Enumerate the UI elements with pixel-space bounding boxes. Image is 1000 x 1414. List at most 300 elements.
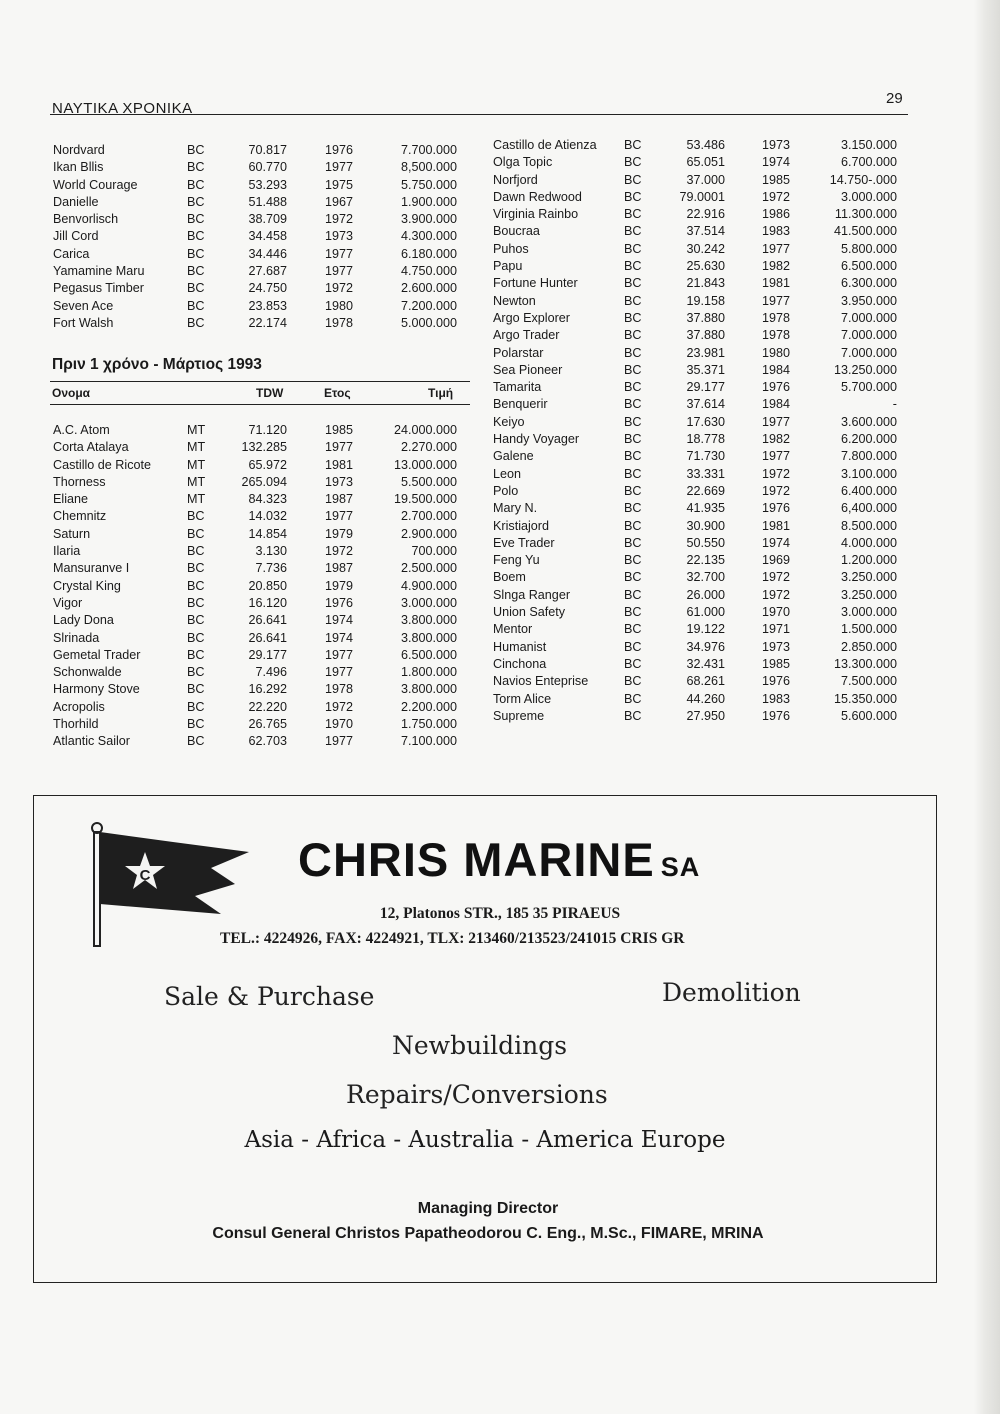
cell-tdw: 34.458 [248, 229, 287, 244]
table-row [53, 682, 463, 699]
cell-name: Carica [53, 246, 90, 261]
cell-name: Ilaria [53, 544, 81, 559]
cell-price: 2.600.000 [400, 281, 457, 296]
cell-name: Lady Dona [53, 613, 114, 628]
cell-name: Nordvard [53, 143, 105, 157]
cell-tdw: 26.000 [686, 587, 725, 602]
cell-type: BC [187, 699, 205, 714]
cell-type: BC [624, 708, 642, 723]
cell-year: 1977 [762, 293, 791, 308]
table-row [53, 281, 463, 298]
cell-type: BC [187, 315, 205, 330]
cell-price: 3.000.000 [840, 189, 897, 204]
header-rule-top [50, 381, 470, 382]
service-sale-purchase: Sale & Purchase [164, 982, 375, 1011]
cell-price: 3.900.000 [400, 212, 457, 227]
cell-type: BC [624, 449, 642, 464]
cell-year: 1980 [325, 298, 354, 313]
cell-name: Jill Cord [53, 229, 99, 244]
cell-type: BC [187, 160, 205, 175]
table-row [493, 449, 903, 466]
table-row [493, 692, 903, 709]
cell-type: BC [624, 570, 642, 585]
table-row [493, 553, 903, 570]
cell-price: 6.400.000 [840, 483, 897, 498]
cell-name: Puhos [493, 241, 529, 256]
cell-name: Vigor [53, 595, 83, 610]
cell-name: Dawn Redwood [493, 189, 582, 204]
cell-price: 4.900.000 [400, 578, 457, 593]
managing-director-label: Managing Director [417, 1200, 559, 1217]
table-row [493, 138, 903, 155]
cell-type: BC [624, 241, 642, 256]
cell-type: BC [624, 674, 642, 689]
cell-tdw: 7.496 [255, 665, 287, 680]
service-regions: Asia - Africa - Australia - America Europe [244, 1127, 726, 1153]
cell-tdw: 26.641 [248, 630, 287, 645]
table-row [53, 143, 463, 160]
service-repairs: Repairs/Conversions [346, 1080, 608, 1109]
cell-tdw: 7.736 [255, 561, 287, 576]
cell-year: 1981 [762, 276, 791, 291]
table-row [493, 674, 903, 691]
cell-tdw: 34.976 [686, 639, 725, 654]
cell-year: 1978 [762, 328, 791, 343]
cell-tdw: 3.130 [255, 544, 287, 559]
cell-year: 1974 [325, 613, 354, 628]
cell-type: MT [187, 474, 206, 489]
cell-price: 3.150.000 [840, 138, 897, 152]
cell-type: BC [624, 155, 642, 170]
cell-name: Saturn [53, 526, 91, 541]
cell-tdw: 37.514 [686, 224, 725, 239]
cell-type: BC [187, 630, 205, 645]
table-row [493, 380, 903, 397]
table-row [493, 467, 903, 484]
table-row [493, 311, 903, 328]
table-row [53, 665, 463, 682]
cell-name: Acropolis [53, 699, 105, 714]
cell-tdw: 265.094 [241, 474, 287, 489]
cell-price: 2.900.000 [400, 526, 457, 541]
cell-tdw: 23.853 [248, 298, 287, 313]
table-row [493, 501, 903, 518]
cell-year: 1970 [325, 717, 354, 732]
cell-year: 1974 [762, 155, 791, 170]
cell-price: 2.200.000 [400, 699, 457, 714]
col-price-header: Τιμή [428, 386, 454, 400]
cell-price: 3.100.000 [840, 466, 897, 481]
cell-tdw: 24.750 [248, 281, 287, 296]
cell-type: BC [187, 578, 205, 593]
cell-type: BC [624, 259, 642, 274]
cell-price: 3.800.000 [400, 613, 457, 628]
cell-year: 1977 [325, 264, 354, 279]
cell-tdw: 70.817 [248, 143, 287, 157]
cell-name: Schonwalde [53, 665, 122, 680]
cell-type: BC [187, 264, 205, 279]
cell-tdw: 65.051 [686, 155, 725, 170]
cell-year: 1967 [325, 194, 354, 209]
brand-suffix: SA [660, 852, 701, 882]
cell-year: 1972 [762, 570, 791, 585]
running-head: ΝΑΥΤΙΚΑ ΧΡΟΝΙΚΑ [52, 100, 193, 117]
table-row [53, 299, 463, 316]
cell-name: Mansuranve I [53, 561, 130, 576]
cell-name: Harmony Stove [53, 682, 140, 697]
cell-tdw: 62.703 [248, 734, 287, 749]
cell-year: 1973 [762, 138, 791, 152]
cell-type: BC [187, 595, 205, 610]
table-row [493, 605, 903, 622]
cell-name: Tamarita [493, 380, 542, 395]
cell-tdw: 53.293 [248, 177, 287, 192]
cell-type: BC [187, 682, 205, 697]
table-row [53, 700, 463, 717]
cell-name: Yamamine Maru [53, 264, 145, 279]
flag-letter: C [139, 867, 151, 884]
cell-year: 1985 [762, 656, 791, 671]
cell-year: 1976 [762, 501, 791, 516]
cell-name: Sea Pioneer [493, 362, 563, 377]
cell-year: 1976 [762, 708, 791, 723]
cell-year: 1976 [325, 143, 354, 157]
cell-price: 4.750.000 [400, 264, 457, 279]
header-rule-bottom [50, 404, 470, 405]
table-row [53, 544, 463, 561]
cell-name: Mary N. [493, 501, 538, 516]
cell-name: Ikan Bllis [53, 160, 104, 175]
cell-name: Castillo de Atienza [493, 138, 597, 152]
cell-name: Chemnitz [53, 509, 107, 524]
cell-year: 1981 [325, 457, 354, 472]
col-name-header: Ονομα [52, 386, 91, 400]
cell-price: 8.500.000 [840, 518, 897, 533]
cell-type: BC [624, 656, 642, 671]
cell-type: BC [624, 483, 642, 498]
cell-year: 1978 [325, 315, 354, 330]
cell-year: 1972 [762, 587, 791, 602]
cell-type: BC [624, 587, 642, 602]
cell-tdw: 37.000 [686, 172, 725, 187]
cell-price: 6.500.000 [840, 259, 897, 274]
cell-year: 1979 [325, 526, 354, 541]
cell-year: 1985 [325, 423, 354, 437]
cell-name: Torm Alice [493, 691, 552, 706]
cell-type: BC [187, 544, 205, 559]
cell-price: 6.300.000 [840, 276, 897, 291]
table-row [53, 440, 463, 457]
cell-name: World Courage [53, 177, 138, 192]
cell-year: 1976 [762, 380, 791, 395]
flag-logo-icon [85, 818, 255, 948]
cell-tdw: 65.972 [248, 457, 287, 472]
cell-type: BC [624, 432, 642, 447]
cell-name: Atlantic Sailor [53, 734, 130, 749]
cell-type: BC [624, 518, 642, 533]
cell-name: Thorness [53, 474, 106, 489]
cell-type: BC [624, 138, 642, 152]
cell-price: 1.500.000 [840, 622, 897, 637]
cell-type: BC [624, 501, 642, 516]
cell-name: Argo Explorer [493, 310, 570, 325]
cell-tdw: 79.0001 [679, 189, 725, 204]
cell-tdw: 35.371 [686, 362, 725, 377]
cell-type: MT [187, 440, 206, 455]
cell-year: 1974 [762, 535, 791, 550]
cell-name: Benquerir [493, 397, 548, 412]
cell-name: Corta Atalaya [53, 440, 129, 455]
cell-tdw: 32.431 [686, 656, 725, 671]
table-row [53, 579, 463, 596]
cell-price: 3.600.000 [840, 414, 897, 429]
cell-name: Boucraa [493, 224, 540, 239]
table-row [53, 613, 463, 630]
table-row [53, 316, 463, 333]
table-row [53, 264, 463, 281]
cell-tdw: 22.669 [686, 483, 725, 498]
cell-year: 1973 [325, 229, 354, 244]
cell-tdw: 50.550 [686, 535, 725, 550]
cell-year: 1982 [762, 432, 791, 447]
cell-year: 1978 [325, 682, 354, 697]
cell-year: 1974 [325, 630, 354, 645]
cell-name: Newton [493, 293, 536, 308]
cell-name: Slrinada [53, 630, 100, 645]
cell-tdw: 37.880 [686, 310, 725, 325]
cell-price: 7.200.000 [400, 298, 457, 313]
cell-year: 1982 [762, 259, 791, 274]
cell-tdw: 20.850 [248, 578, 287, 593]
cell-price: 19.500.000 [393, 492, 457, 507]
cell-price: 3.000.000 [840, 605, 897, 620]
cell-price: 7.700.000 [400, 143, 457, 157]
cell-name: Argo Trader [493, 328, 560, 343]
cell-name: Eliane [53, 492, 89, 507]
cell-tdw: 14.032 [248, 509, 287, 524]
cell-name: Humanist [493, 639, 547, 654]
table-row [493, 397, 903, 414]
cell-tdw: 33.331 [686, 466, 725, 481]
ship-table-right [493, 138, 903, 726]
table-row [53, 648, 463, 665]
cell-price: 5.000.000 [400, 315, 457, 330]
cell-price: 6.700.000 [840, 155, 897, 170]
table-row [493, 173, 903, 190]
cell-year: 1975 [325, 177, 354, 192]
cell-type: BC [624, 605, 642, 620]
cell-year: 1972 [325, 699, 354, 714]
table-row [493, 709, 903, 726]
cell-year: 1977 [762, 414, 791, 429]
section-title: Πριν 1 χρόνο - Μάρτιος 1993 [52, 356, 262, 373]
cell-type: BC [187, 281, 205, 296]
cell-tdw: 17.630 [686, 414, 725, 429]
cell-tdw: 19.122 [686, 622, 725, 637]
cell-year: 1977 [325, 440, 354, 455]
cell-name: Gemetal Trader [53, 647, 141, 662]
cell-price: 3.250.000 [840, 587, 897, 602]
cell-type: BC [624, 328, 642, 343]
cell-type: BC [624, 622, 642, 637]
cell-price: 13.000.000 [393, 457, 457, 472]
cell-name: Leon [493, 466, 522, 481]
cell-type: BC [187, 561, 205, 576]
cell-price: - [892, 397, 897, 412]
cell-type: BC [187, 647, 205, 662]
cell-tdw: 32.700 [686, 570, 725, 585]
cell-tdw: 84.323 [248, 492, 287, 507]
cell-year: 1973 [762, 639, 791, 654]
cell-type: BC [624, 639, 642, 654]
table-row [493, 570, 903, 587]
cell-name: Papu [493, 259, 523, 274]
table-row [53, 212, 463, 229]
cell-year: 1972 [762, 466, 791, 481]
cell-price: 13.250.000 [833, 362, 897, 377]
table-row [53, 458, 463, 475]
cell-type: BC [624, 553, 642, 568]
cell-price: 7.100.000 [400, 734, 457, 749]
cell-tdw: 22.220 [248, 699, 287, 714]
cell-tdw: 22.916 [686, 207, 725, 222]
cell-type: BC [187, 734, 205, 749]
cell-tdw: 19.158 [686, 293, 725, 308]
table-row [53, 717, 463, 734]
cell-year: 1977 [325, 665, 354, 680]
page-number: 29 [886, 90, 903, 107]
cell-year: 1984 [762, 397, 791, 412]
cell-price: 15.350.000 [833, 691, 897, 706]
table-row [53, 631, 463, 648]
cell-tdw: 71.120 [248, 423, 287, 437]
cell-name: Slnga Ranger [493, 587, 571, 602]
service-newbuildings: Newbuildings [392, 1031, 568, 1060]
cell-tdw: 34.446 [248, 246, 287, 261]
cell-tdw: 27.687 [248, 264, 287, 279]
table-row [493, 328, 903, 345]
cell-tdw: 16.120 [248, 595, 287, 610]
company-contacts: TEL.: 4224926, FAX: 4224921, TLX: 213460/213523/241015 CRIS GR [220, 930, 685, 947]
table-row [493, 622, 903, 639]
cell-year: 1983 [762, 691, 791, 706]
cell-name: Fort Walsh [53, 315, 114, 330]
table-row [493, 190, 903, 207]
table-row [53, 178, 463, 195]
cell-price: 8,500.000 [400, 160, 457, 175]
cell-year: 1972 [325, 544, 354, 559]
cell-type: BC [187, 298, 205, 313]
cell-tdw: 22.135 [686, 553, 725, 568]
cell-tdw: 37.614 [686, 397, 725, 412]
cell-name: Feng Yu [493, 553, 540, 568]
table-row [53, 423, 463, 440]
cell-tdw: 23.981 [686, 345, 725, 360]
cell-tdw: 132.285 [241, 440, 287, 455]
cell-tdw: 14.854 [248, 526, 287, 541]
cell-year: 1987 [325, 561, 354, 576]
cell-price: 11.300.000 [834, 207, 897, 222]
cell-price: 7.500.000 [840, 674, 897, 689]
cell-tdw: 18.778 [686, 432, 725, 447]
table-row [53, 247, 463, 264]
table-row [53, 509, 463, 526]
cell-price: 7.000.000 [840, 328, 897, 343]
cell-price: 1.900.000 [400, 194, 457, 209]
cell-price: 5.750.000 [400, 177, 457, 192]
table-row [53, 475, 463, 492]
cell-tdw: 21.843 [686, 276, 725, 291]
cell-tdw: 53.486 [686, 138, 725, 152]
cell-tdw: 61.000 [686, 605, 725, 620]
cell-year: 1972 [325, 212, 354, 227]
cell-type: BC [624, 345, 642, 360]
cell-tdw: 37.880 [686, 328, 725, 343]
cell-type: BC [187, 717, 205, 732]
cell-type: BC [187, 143, 205, 157]
cell-price: 6,400.000 [840, 501, 897, 516]
table-row [493, 363, 903, 380]
table-row [493, 588, 903, 605]
service-demolition: Demolition [662, 978, 801, 1007]
cell-tdw: 29.177 [686, 380, 725, 395]
table-row [493, 294, 903, 311]
table-row [493, 657, 903, 674]
cell-type: BC [187, 229, 205, 244]
page-edge-shadow [974, 0, 1000, 1414]
cell-name: Boem [493, 570, 526, 585]
cell-tdw: 25.630 [686, 259, 725, 274]
cell-year: 1977 [325, 647, 354, 662]
table-row [53, 160, 463, 177]
cell-year: 1986 [762, 207, 791, 222]
cell-name: Keiyo [493, 414, 525, 429]
header-rule [50, 114, 908, 115]
cell-price: 3.250.000 [840, 570, 897, 585]
table-row [493, 242, 903, 259]
cell-price: 5.700.000 [840, 380, 897, 395]
cell-name: Norfjord [493, 172, 538, 187]
cell-year: 1972 [325, 281, 354, 296]
cell-year: 1983 [762, 224, 791, 239]
cell-type: BC [624, 362, 642, 377]
cell-tdw: 38.709 [248, 212, 287, 227]
ship-table-top-left [53, 143, 463, 333]
table-row [53, 527, 463, 544]
managing-director-name: Consul General Christos Papatheodorou C. Eng., M.Sc., FIMARE, MRINA [212, 1225, 764, 1242]
cell-name: Galene [493, 449, 534, 464]
cell-price: 4.300.000 [400, 229, 457, 244]
cell-name: Olga Topic [493, 155, 553, 170]
cell-name: Virginia Rainbo [493, 207, 579, 222]
table-row [493, 640, 903, 657]
cell-name: Kristiajord [493, 518, 549, 533]
cell-year: 1977 [762, 241, 791, 256]
cell-price: 5.800.000 [840, 241, 897, 256]
cell-type: BC [187, 177, 205, 192]
cell-name: Castillo de Ricote [53, 457, 151, 472]
cell-type: BC [624, 380, 642, 395]
cell-tdw: 30.900 [686, 518, 725, 533]
cell-year: 1976 [762, 674, 791, 689]
cell-name: Pegasus Timber [53, 281, 144, 296]
table-row [53, 229, 463, 246]
cell-type: BC [187, 509, 205, 524]
cell-type: BC [187, 665, 205, 680]
cell-price: 13.300.000 [833, 656, 897, 671]
cell-type: BC [624, 310, 642, 325]
cell-name: A.C. Atom [53, 423, 110, 437]
